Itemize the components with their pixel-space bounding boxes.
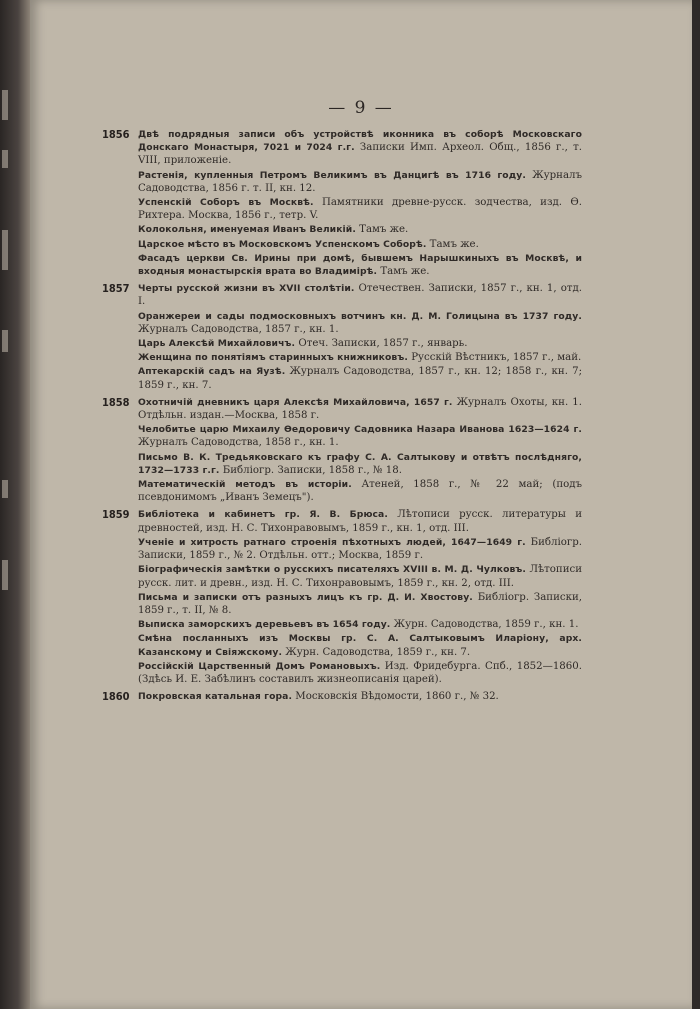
- year-label: 1858: [102, 395, 130, 409]
- year-group-1860: [102, 690, 582, 704]
- entry: Россійскій Царственный Домъ Романовыхъ. Изд. Фридебурга. Спб., 1852—1860. (Здѣсь И. Е. Забѣлинъ составилъ жизнеописанія царей).: [138, 660, 582, 685]
- right-page-edge: [692, 0, 700, 1009]
- entry: Выписка заморскихъ деревьевъ въ 1654 году. Журн. Садоводства, 1859 г., кн. 1.: [138, 619, 579, 631]
- year-label: 1860: [102, 690, 130, 704]
- entry: Письмо В. К. Тредьяковскаго къ графу С. А. Салтыкову и отвѣтъ послѣдняго, 1732—1733 г.г. Библіогр. Записки, 1858 г., № 18.: [138, 451, 582, 476]
- entry: Черты русской жизни въ XVII столѣтіи. Отечествен. Записки, 1857 г., кн. 1, отд. I.: [138, 283, 582, 308]
- entry: Письма и записки отъ разныхъ лицъ къ гр. Д. И. Хвостову. Библіогр. Записки, 1859 г., т. II, № 8.: [138, 591, 582, 616]
- year-group-1857: [102, 282, 582, 393]
- page-number: — 9 —: [328, 98, 394, 118]
- year-label: 1859: [102, 508, 130, 522]
- year-group-1859: [102, 508, 582, 687]
- entry: Царское мѣсто въ Московскомъ Успенскомъ Соборѣ. Тамъ же.: [138, 238, 479, 250]
- entry: Растенія, купленныя Петромъ Великимъ въ Данцигѣ въ 1716 году. Журналъ Садоводства, 1856 г. т. II, кн. 12.: [138, 169, 582, 194]
- entry: Аптекарскій садъ на Яузѣ. Журналъ Садоводства, 1857 г., кн. 12; 1858 г., кн. 7; 1859 г., кн. 7.: [138, 366, 582, 391]
- entry: Охотничій дневникъ царя Алексѣя Михайловича, 1657 г. Журналъ Охоты, кн. 1. Отдѣльн. издан.—Москва, 1858 г.: [138, 396, 583, 422]
- entry: Біографическія замѣтки о русскихъ писателяхъ XVIII в. М. Д. Чулковъ. Лѣтописи русск. лит. и древн., изд. Н. С. Тихонравовымъ, 1859 г., кн. 2, отд. III.: [138, 564, 582, 589]
- book-page: [30, 0, 692, 1009]
- entry: Математическій методъ въ исторіи. Атеней, 1858 г., № 22 май; (подъ псевдонимомъ „Иванъ Земецъ").: [138, 479, 582, 504]
- year-label: 1856: [102, 128, 130, 141]
- entry: Смѣна посланныхъ изъ Москвы гр. С. А. Салтыковымъ Иларіону, арх. Казанскому и Свіяжскому. Журн. Садоводства, 1859 г., кн. 7.: [138, 633, 582, 658]
- entry: Успенскій Соборъ въ Москвѣ. Памятники древне-русск. зодчества, изд. Ѳ. Рихтера. Москва, 1856 г., тетр. V.: [138, 197, 582, 222]
- entry: Челобитье царю Михаилу Ѳедоровичу Садовника Назара Иванова 1623—1624 г. Журналъ Садоводства, 1858 г., кн. 1.: [138, 424, 582, 449]
- entry: Покровская катальная гора. Московскія Вѣдомости, 1860 г., № 32.: [138, 691, 499, 703]
- entry: Женщина по понятіямъ старинныхъ книжниковъ. Русскій Вѣстникъ, 1857 г., май.: [138, 352, 582, 364]
- bibliography-list: [102, 128, 582, 707]
- year-label: 1857: [102, 282, 130, 296]
- entry: Колокольня, именуемая Иванъ Великій. Тамъ же.: [138, 224, 409, 236]
- entry: Библіотека и кабинетъ гр. Я. В. Брюса. Лѣтописи русск. литературы и древностей, изд. Н. С. Тихонравовымъ, 1859 г., кн. 1, отд. III.: [138, 509, 582, 534]
- year-group-1856: [102, 128, 582, 279]
- entry: Двѣ подрядныя записи объ устройствѣ иконника въ соборѣ Московскаго Донскаго Монастыря, 7021 и 7024 г.г. Записки Имп. Археол. Общ., 1856 г., т. VIII, приложеніе.: [138, 129, 582, 167]
- entry: Ученіе и хитрость ратнаго строенія пѣхотныхъ людей, 1647—1649 г. Библіогр. Записки, 1859 г., № 2. Отдѣльн. отт.; Москва, 1859 г.: [138, 536, 583, 562]
- entry: Царь Алексѣй Михайловичъ. Отеч. Записки, 1857 г., январь.: [138, 338, 468, 350]
- entry: Оранжереи и сады подмосковныхъ вотчинъ кн. Д. М. Голицына въ 1737 году. Журналъ Садоводства, 1857 г., кн. 1.: [138, 310, 582, 335]
- year-group-1858: [102, 396, 582, 506]
- left-page-edge: [0, 0, 30, 1009]
- entry: Фасадъ церкви Св. Ирины при домѣ, бывшемъ Нарышкиныхъ въ Москвѣ, и входныя монастырскія врата во Владимірѣ. Тамъ же.: [138, 252, 582, 278]
